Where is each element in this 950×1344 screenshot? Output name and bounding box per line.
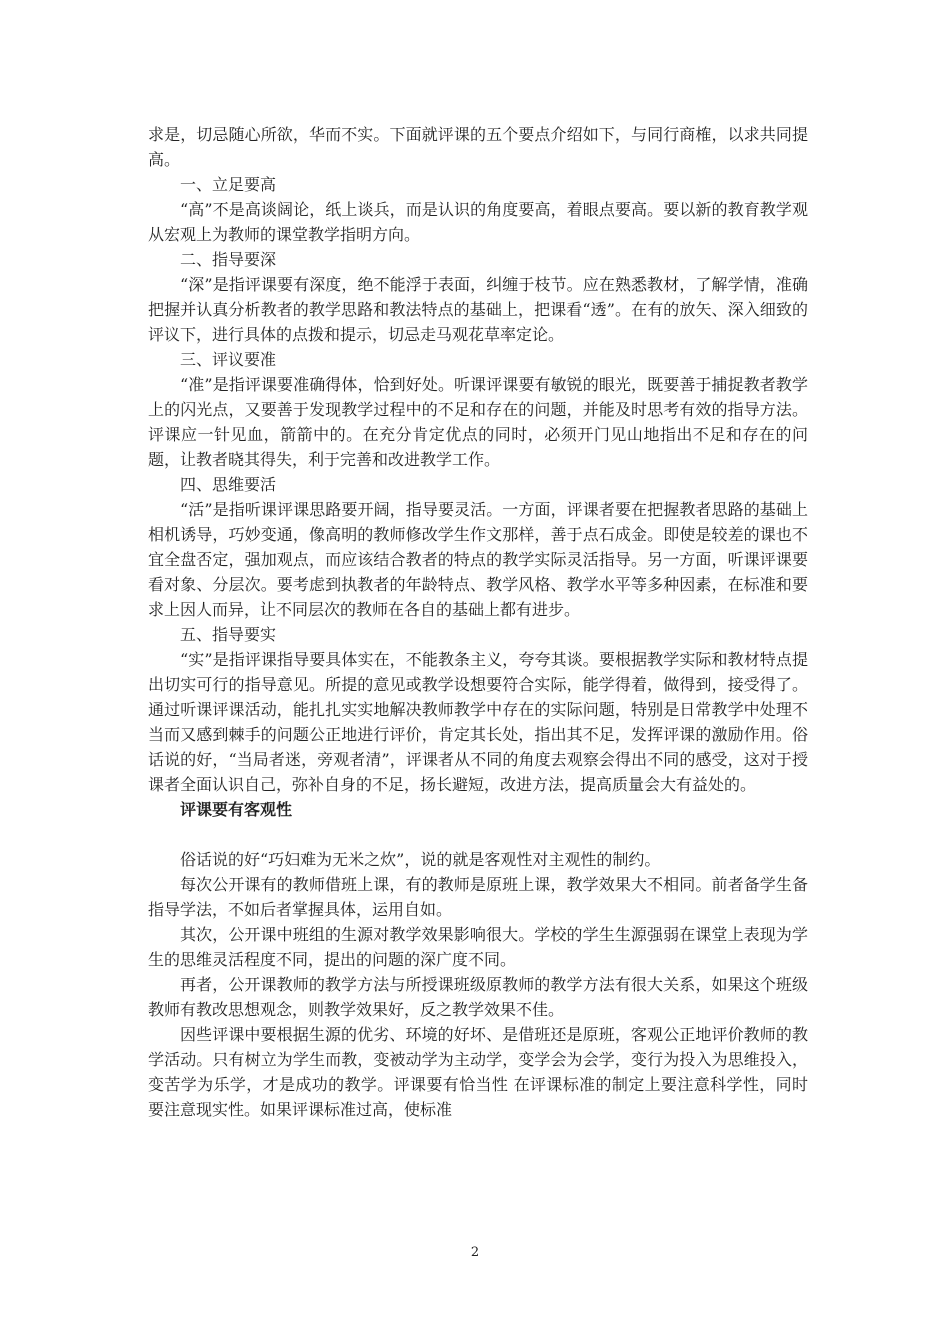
page-number: 2	[470, 1245, 480, 1260]
section-heading: 三、评议要准	[180, 350, 277, 369]
document-body	[148, 122, 808, 1122]
paragraph: “高”不是高谈阔论，纸上谈兵，而是认识的角度要高，着眼点要高。要以新的教育教学观从宏观上为教师的课堂教学指明方向。	[148, 200, 808, 244]
paragraph: “准”是指评课要准确得体，恰到好处。听课评课要有敏锐的眼光，既要善于捕捉教者教学上的闪光点，又要善于发现教学过程中的不足和存在的问题，并能及时思考有效的指导方法。评课应一针见血，箭箭中的。在充分肯定优点的同时，必须开门见山地指出不足和存在的问题，让教者晓其得失，利于完善和改进教学工作。	[148, 375, 808, 469]
paragraph: 再者，公开课教师的教学方法与所授课班级原教师的教学方法有很大关系，如果这个班级教师有教改思想观念，则教学效果好，反之教学效果不佳。	[148, 975, 808, 1019]
section-heading: 一、立足要高	[180, 175, 277, 194]
paragraph: 因些评课中要根据生源的优劣、环境的好坏、是借班还是原班，客观公正地评价教师的教学活动。只有树立为学生而教，变被动学为主动学，变学会为会学，变行为投入为思维投入，变苦学为乐学，才是成功的教学。评课要有恰当性 在评课标准的制定上要注意科学性，同时要注意现实性。如果评课标准过高，使标准	[148, 1025, 808, 1119]
paragraph: 其次，公开课中班组的生源对教学效果影响很大。学校的学生生源强弱在课堂上表现为学生的思维灵活程度不同，提出的问题的深广度不同。	[148, 925, 808, 969]
paragraph: “深”是指评课要有深度，绝不能浮于表面，纠缠于枝节。应在熟悉教材，了解学情，准确把握并认真分析教者的教学思路和教法特点的基础上，把课看“透”。在有的放矢、深入细致的评议下，进行具体的点拨和提示，切忌走马观花草率定论。	[148, 275, 808, 344]
blank-line	[148, 822, 808, 847]
paragraph: “实”是指评课指导要具体实在，不能教条主义，夸夸其谈。要根据教学实际和教材特点提出切实可行的指导意见。所提的意见或教学设想要符合实际，能学得着，做得到，接受得了。通过听课评课活动，能扎扎实实地解决教师教学中存在的实际问题，特别是日常教学中处理不当而又感到棘手的问题公正地进行评价，肯定其长处，指出其不足，发挥评课的激励作用。俗话说的好，“当局者迷，旁观者清”，评课者从不同的角度去观察会得出不同的感受，这对于授课者全面认识自己，弥补自身的不足，扬长避短，改进方法，提高质量会大有益处的。	[148, 650, 808, 794]
section-heading: 四、思维要活	[180, 475, 277, 494]
paragraph: 每次公开课有的教师借班上课，有的教师是原班上课，教学效果大不相同。前者备学生备指导学法，不如后者掌握具体，运用自如。	[148, 875, 808, 919]
section-heading: 二、指导要深	[180, 250, 277, 269]
paragraph: “活”是指听课评课思路要开阔，指导要灵活。一方面，评课者要在把握教者思路的基础上相机诱导，巧妙变通，像高明的教师修改学生作文那样，善于点石成金。即使是较差的课也不宜全盘否定，强加观点，而应该结合教者的特点的教学实际灵活指导。另一方面，听课评课要看对象、分层次。要考虑到执教者的年龄特点、教学风格、教学水平等多种因素，在标准和要求上因人而异，让不同层次的教师在各自的基础上都有进步。	[148, 500, 808, 619]
article-subtitle: 评课要有客观性	[180, 800, 293, 819]
paragraph: 俗话说的好“巧妇难为无米之炊”，说的就是客观性对主观性的制约。	[180, 850, 661, 869]
section-heading: 五、指导要实	[180, 625, 277, 644]
paragraph: 求是，切忌随心所欲，华而不实。下面就评课的五个要点介绍如下，与同行商榷，以求共同提高。	[148, 125, 808, 169]
